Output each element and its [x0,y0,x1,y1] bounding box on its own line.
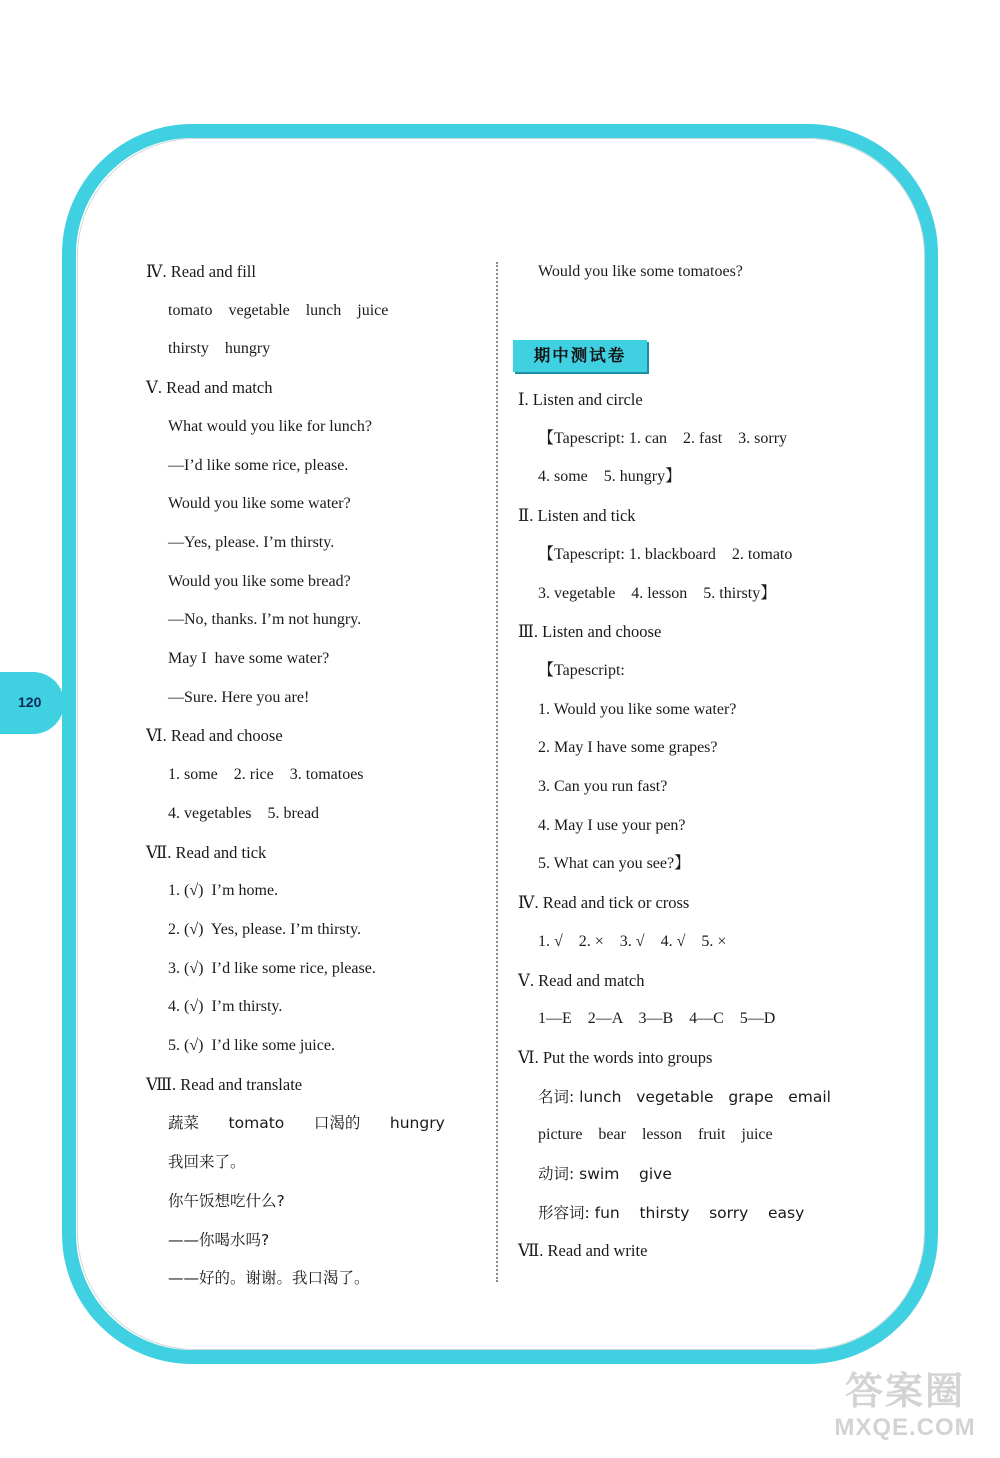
answer-line: 【Tapescript: 1. blackboard 2. tomato [538,545,793,563]
answer-line: —Yes, please. I’m thirsty. [168,533,335,551]
answer-line: 3. (√) I’d like some rice, please. [168,959,376,977]
answer-line: picture bear lesson fruit juice [538,1126,773,1144]
answer-line: —Sure. Here you are! [168,688,310,706]
answer-line: 【Tapescript: [538,661,625,679]
answer-line: ——好的。谢谢。我口渴了。 [168,1269,370,1288]
answer-line: What would you like for lunch? [168,417,372,435]
section-heading: Ⅴ. Read and match [518,970,645,990]
answer-line: 1. some 2. rice 3. tomatoes [168,766,364,784]
section-heading: Ⅳ. Read and tick or cross [518,893,690,913]
answer-line: 1. (√) I’m home. [168,882,279,900]
section-heading: Ⅷ. Read and translate [146,1074,303,1094]
answer-line: ——你喝水吗? [168,1230,270,1249]
section-heading: Ⅱ. Listen and tick [518,506,636,526]
answer-line: 5. What can you see?】 [538,855,691,873]
watermark-cn: 答案圈 [844,1369,965,1413]
answer-line: 5. (√) I’d like some juice. [168,1037,335,1054]
answer-line: —I’d like some rice, please. [168,456,349,474]
answer-line: 1. Would you like some water? [538,700,737,718]
answer-line: 名词: lunch vegetable grape email [538,1087,831,1106]
answer-line: 动词: swim give [538,1165,672,1183]
answer-line: 4. some 5. hungry】 [538,468,682,486]
section-heading: Ⅵ. Put the words into groups [518,1047,713,1067]
answer-line: 3. vegetable 4. lesson 5. thirsty】 [538,584,777,602]
section-title-badge: 期中测试卷 [513,340,647,372]
section-heading: Ⅰ. Listen and circle [518,390,643,409]
watermark-en: MXQE.COM [834,1414,976,1441]
answer-line: Would you like some tomatoes? [538,263,743,280]
answer-line: tomato vegetable lunch juice [168,301,389,319]
answer-line: 3. Can you run fast? [538,778,668,795]
section-heading: Ⅲ. Listen and choose [518,622,662,642]
answer-line: 2. (√) Yes, please. I’m thirsty. [168,920,362,938]
answer-line: 形容词: fun thirsty sorry easy [538,1203,805,1222]
answer-line: 1—E 2—A 3—B 4—C 5—D [538,1010,776,1028]
section-heading: Ⅳ. Read and fill [146,262,256,281]
section-heading: Ⅶ. Read and tick [146,842,267,862]
watermark-logo [820,1368,990,1442]
answer-line: 我回来了。 [168,1153,246,1172]
answer-line: —No, thanks. I’m not hungry. [168,611,362,629]
answer-line: 1. √ 2. × 3. √ 4. √ 5. × [538,932,727,950]
page-number: 120 [18,694,42,710]
section-heading: Ⅵ. Read and choose [146,726,283,746]
answer-line: May I have some water? [168,650,330,667]
answer-line: 【Tapescript: 1. can 2. fast 3. sorry [538,429,788,447]
answer-line: 2. May I have some grapes? [538,739,718,757]
answer-line: 蔬菜 tomato 口渴的 hungry [168,1114,445,1133]
answer-line: 4. (√) I’m thirsty. [168,998,283,1016]
section-heading: Ⅶ. Read and write [518,1241,648,1261]
answer-line: 4. vegetables 5. bread [168,804,320,822]
answer-line: 你午饭想吃什么? [168,1191,285,1210]
answer-line: Would you like some bread? [168,572,351,590]
answer-line: thirsty hungry [168,340,271,358]
answer-line: 4. May I use your pen? [538,816,686,834]
column-divider [496,262,498,1282]
section-heading: Ⅴ. Read and match [146,378,273,398]
answer-line: Would you like some water? [168,495,351,513]
